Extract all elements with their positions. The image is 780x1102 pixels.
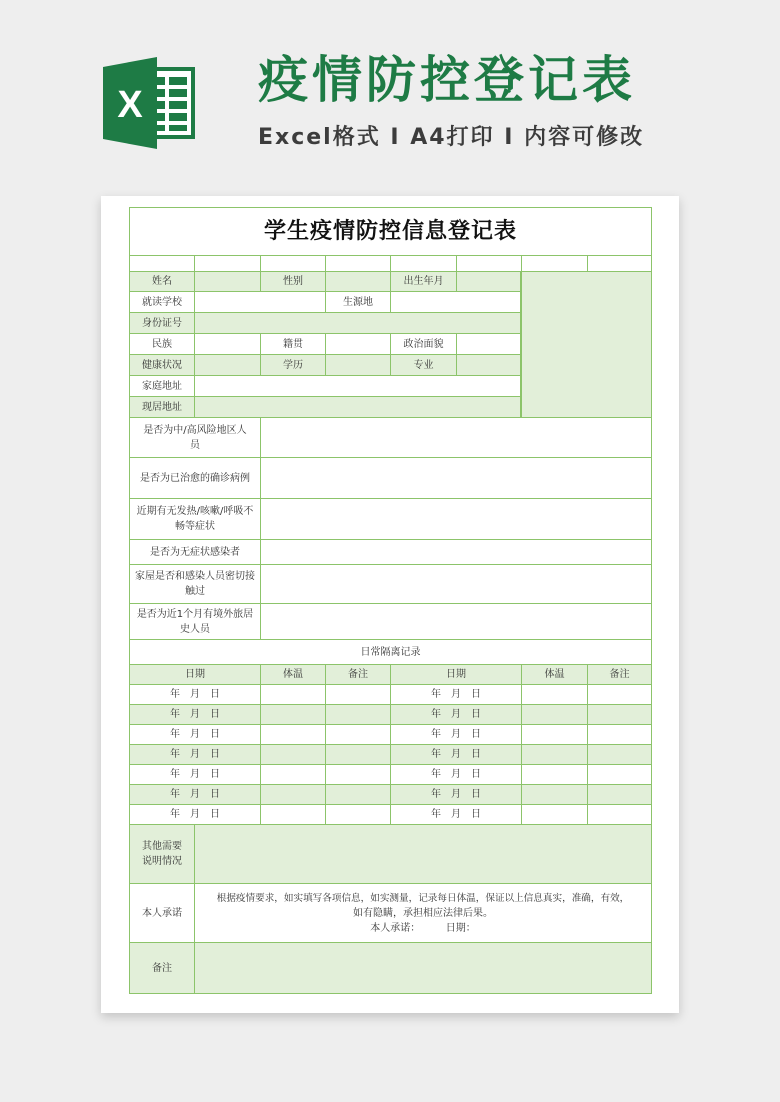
- native-place-field[interactable]: [325, 333, 390, 354]
- current-address-field[interactable]: [194, 396, 521, 417]
- major-label: 专业: [390, 354, 456, 375]
- column-spacer-row: [129, 255, 652, 271]
- question-label: 是否为近1个月有境外旅居史人员: [129, 603, 260, 639]
- banner-subtitle: Excel格式 I A4打印 I 内容可修改: [258, 125, 645, 150]
- year-unit: 年: [170, 749, 180, 760]
- home-address-field[interactable]: [194, 375, 521, 396]
- year-unit: 年: [170, 709, 180, 720]
- excel-icon: [101, 55, 197, 151]
- temperature-field[interactable]: [260, 784, 325, 804]
- day-unit: 日: [210, 709, 220, 720]
- temperature-field[interactable]: [260, 704, 325, 724]
- pledge-label: 本人承诺: [129, 883, 194, 942]
- notes-field[interactable]: [325, 784, 390, 804]
- temperature-field[interactable]: [260, 804, 325, 824]
- question-label: 是否为已治愈的确诊病例: [129, 457, 260, 498]
- date-field[interactable]: [390, 764, 521, 784]
- notes-field[interactable]: [587, 704, 652, 724]
- political-status-field[interactable]: [456, 333, 521, 354]
- month-unit: 月: [451, 789, 461, 800]
- other-notes-field[interactable]: [194, 824, 652, 883]
- notes-field[interactable]: [325, 744, 390, 764]
- column-header-temperature: 体温: [521, 664, 587, 684]
- year-unit: 年: [170, 769, 180, 780]
- birth-label: 出生年月: [390, 271, 456, 291]
- date-field[interactable]: [390, 744, 521, 764]
- notes-field[interactable]: [325, 724, 390, 744]
- notes-field[interactable]: [587, 724, 652, 744]
- day-unit: 日: [471, 689, 481, 700]
- notes-field[interactable]: [325, 804, 390, 824]
- temperature-field[interactable]: [260, 764, 325, 784]
- notes-field[interactable]: [325, 704, 390, 724]
- major-field[interactable]: [456, 354, 521, 375]
- column-header-temperature: 体温: [260, 664, 325, 684]
- origin-label: 生源地: [325, 291, 390, 312]
- temperature-field[interactable]: [521, 784, 587, 804]
- column-header-date: 日期: [129, 664, 260, 684]
- date-field[interactable]: [390, 804, 521, 824]
- school-label: 就读学校: [129, 291, 194, 312]
- registration-form-table: [129, 207, 652, 994]
- question-answer-field[interactable]: [260, 457, 652, 498]
- banner: [0, 0, 780, 190]
- month-unit: 月: [190, 749, 200, 760]
- blank-cell[interactable]: [129, 255, 194, 271]
- year-unit: 年: [431, 709, 441, 720]
- temperature-field[interactable]: [521, 724, 587, 744]
- question-answer-field[interactable]: [260, 498, 652, 539]
- political-status-label: 政治面貌: [390, 333, 456, 354]
- notes-field[interactable]: [587, 804, 652, 824]
- quarantine-section-title: 日常隔离记录: [129, 639, 652, 664]
- year-unit: 年: [431, 689, 441, 700]
- remarks-label: 备注: [129, 942, 194, 994]
- paper-sheet: [101, 196, 679, 1013]
- question-answer-field[interactable]: [260, 603, 652, 639]
- column-header-notes: 备注: [325, 664, 390, 684]
- quarantine-record-row: [129, 764, 652, 784]
- day-unit: 日: [210, 729, 220, 740]
- education-label: 学历: [260, 354, 325, 375]
- month-unit: 月: [451, 729, 461, 740]
- month-unit: 月: [451, 709, 461, 720]
- year-unit: 年: [170, 689, 180, 700]
- day-unit: 日: [471, 729, 481, 740]
- year-unit: 年: [431, 749, 441, 760]
- day-unit: 日: [210, 769, 220, 780]
- question-answer-field[interactable]: [260, 539, 652, 564]
- year-unit: 年: [431, 729, 441, 740]
- education-field[interactable]: [325, 354, 390, 375]
- day-unit: 日: [210, 689, 220, 700]
- personal-info-block: [129, 271, 652, 417]
- date-field[interactable]: [129, 684, 260, 704]
- column-header-date: 日期: [390, 664, 521, 684]
- notes-field[interactable]: [325, 684, 390, 704]
- notes-field[interactable]: [587, 744, 652, 764]
- date-field[interactable]: [129, 704, 260, 724]
- date-field[interactable]: [390, 704, 521, 724]
- temperature-field[interactable]: [521, 804, 587, 824]
- month-unit: 月: [190, 789, 200, 800]
- home-address-label: 家庭地址: [129, 375, 194, 396]
- temperature-field[interactable]: [260, 724, 325, 744]
- blank-cell[interactable]: [194, 255, 260, 271]
- name-field[interactable]: [194, 271, 260, 291]
- quarantine-record-row: [129, 744, 652, 764]
- health-label: 健康状况: [129, 354, 194, 375]
- pledge-line-2: 如有隐瞒，承担相应法律后果。: [353, 907, 493, 919]
- form-title: 学生疫情防控信息登记表: [129, 207, 652, 255]
- temperature-field[interactable]: [521, 764, 587, 784]
- month-unit: 月: [451, 769, 461, 780]
- question-label: 是否为中/高风险地区人员: [129, 417, 260, 457]
- month-unit: 月: [190, 709, 200, 720]
- column-header-notes: 备注: [587, 664, 652, 684]
- day-unit: 日: [210, 809, 220, 820]
- blank-cell[interactable]: [456, 255, 521, 271]
- question-label: 近期有无发热/咳嗽/呼吸不畅等症状: [129, 498, 260, 539]
- date-field[interactable]: [390, 684, 521, 704]
- health-field[interactable]: [194, 354, 260, 375]
- banner-title: 疫情防控登记表: [258, 51, 636, 109]
- origin-field[interactable]: [390, 291, 521, 312]
- question-answer-field[interactable]: [260, 417, 652, 457]
- quarantine-record-row: [129, 804, 652, 824]
- question-answer-field[interactable]: [260, 564, 652, 603]
- quarantine-record-row: [129, 704, 652, 724]
- month-unit: 月: [190, 769, 200, 780]
- day-unit: 日: [210, 749, 220, 760]
- year-unit: 年: [170, 729, 180, 740]
- year-unit: 年: [170, 809, 180, 820]
- year-unit: 年: [431, 789, 441, 800]
- pledge-line-1: 根据疫情要求，如实填写各项信息，如实测量，记录每日体温，保证以上信息真实，准确，有效，: [216, 892, 630, 904]
- svg-text:X: X: [117, 84, 143, 126]
- ethnicity-label: 民族: [129, 333, 194, 354]
- date-field[interactable]: [390, 784, 521, 804]
- gender-label: 性别: [260, 271, 325, 291]
- id-number-field[interactable]: [194, 312, 521, 333]
- temperature-field[interactable]: [521, 684, 587, 704]
- notes-field[interactable]: [587, 684, 652, 704]
- id-number-label: 身份证号: [129, 312, 194, 333]
- current-address-label: 现居地址: [129, 396, 194, 417]
- date-field[interactable]: [390, 724, 521, 744]
- blank-cell[interactable]: [325, 255, 390, 271]
- month-unit: 月: [451, 749, 461, 760]
- pledge-text: [194, 883, 652, 942]
- name-label: 姓名: [129, 271, 194, 291]
- year-unit: 年: [170, 789, 180, 800]
- pledge-signature-line: 本人承诺： 日期：: [370, 922, 476, 934]
- question-label: 家屋是否和感染人员密切接触过: [129, 564, 260, 603]
- blank-cell[interactable]: [587, 255, 652, 271]
- year-unit: 年: [431, 769, 441, 780]
- date-field[interactable]: [129, 744, 260, 764]
- notes-field[interactable]: [587, 764, 652, 784]
- birth-field[interactable]: [456, 271, 521, 291]
- day-unit: 日: [471, 749, 481, 760]
- temperature-field[interactable]: [521, 704, 587, 724]
- blank-cell[interactable]: [390, 255, 456, 271]
- gender-field[interactable]: [325, 271, 390, 291]
- notes-field[interactable]: [587, 784, 652, 804]
- other-notes-label: 其他需要说明情况: [129, 824, 194, 883]
- remarks-field[interactable]: [194, 942, 652, 994]
- day-unit: 日: [210, 789, 220, 800]
- month-unit: 月: [451, 689, 461, 700]
- year-unit: 年: [431, 809, 441, 820]
- date-field[interactable]: [129, 764, 260, 784]
- temperature-field[interactable]: [521, 744, 587, 764]
- month-unit: 月: [190, 689, 200, 700]
- month-unit: 月: [451, 809, 461, 820]
- temperature-field[interactable]: [260, 684, 325, 704]
- quarantine-record-row: [129, 684, 652, 704]
- quarantine-record-row: [129, 784, 652, 804]
- question-label: 是否为无症状感染者: [129, 539, 260, 564]
- day-unit: 日: [471, 709, 481, 720]
- photo-area[interactable]: [521, 271, 652, 417]
- month-unit: 月: [190, 729, 200, 740]
- school-field[interactable]: [194, 291, 325, 312]
- ethnicity-field[interactable]: [194, 333, 260, 354]
- day-unit: 日: [471, 789, 481, 800]
- date-field[interactable]: [129, 724, 260, 744]
- day-unit: 日: [471, 769, 481, 780]
- blank-cell[interactable]: [260, 255, 325, 271]
- date-field[interactable]: [129, 804, 260, 824]
- quarantine-header-row: [129, 664, 652, 684]
- blank-cell[interactable]: [521, 255, 587, 271]
- month-unit: 月: [190, 809, 200, 820]
- day-unit: 日: [471, 809, 481, 820]
- date-field[interactable]: [129, 784, 260, 804]
- native-place-label: 籍贯: [260, 333, 325, 354]
- notes-field[interactable]: [325, 764, 390, 784]
- quarantine-record-row: [129, 724, 652, 744]
- temperature-field[interactable]: [260, 744, 325, 764]
